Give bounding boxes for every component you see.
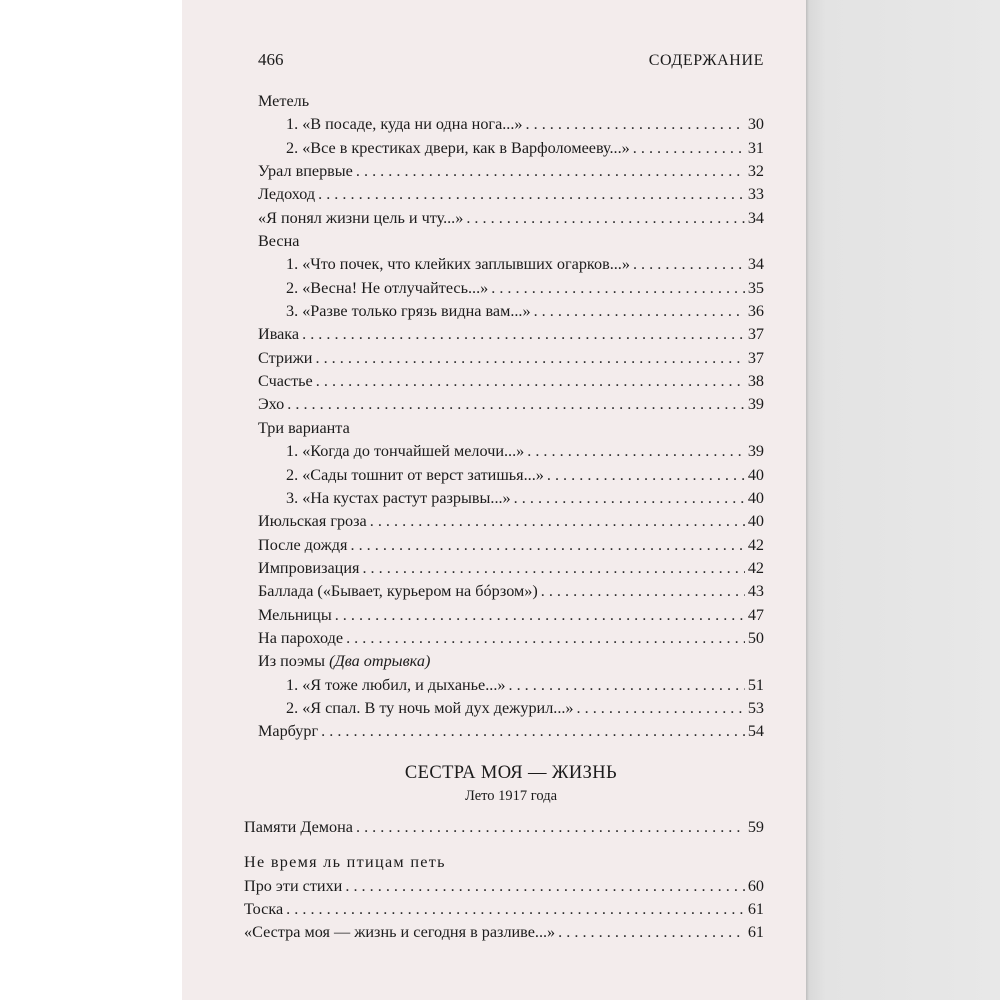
toc-entry-title-text: Мельницы [258, 605, 332, 624]
toc-entry-title [258, 604, 332, 627]
section-subtitle: Лето 1917 года [464, 788, 558, 804]
toc-page-number: 61 [747, 900, 764, 919]
dot-leader [356, 160, 745, 183]
toc-entry-title [258, 230, 764, 253]
toc-entry[interactable] [258, 90, 764, 113]
toc-entry-title-text: Ледоход [258, 185, 316, 204]
running-head: СОДЕРЖАНИЕ [648, 52, 764, 69]
dot-leader [316, 370, 745, 393]
dot-leader [350, 534, 744, 557]
toc-entry-title-text: 3. «На кустах растут разрывы...» [286, 488, 511, 507]
toc-entry-title [244, 921, 555, 944]
toc-entry-title [258, 627, 343, 650]
toc-entry[interactable] [258, 323, 764, 346]
toc-page-number: 61 [747, 923, 764, 942]
dot-leader [346, 627, 745, 650]
toc-entry[interactable] [244, 921, 764, 944]
toc-entry-title-text: Импровизация [258, 558, 360, 577]
dot-leader [558, 921, 745, 944]
dot-leader [541, 580, 745, 603]
toc-subentry[interactable] [258, 487, 764, 510]
dot-leader [315, 347, 744, 370]
dot-leader [370, 510, 745, 533]
toc-entry-title-text: 2. «Сады тошнит от верст затишья...» [286, 465, 544, 484]
toc-entry-title [286, 487, 511, 510]
toc-entry-title-text: Стрижи [258, 348, 313, 367]
toc-entry-title-text: Метель [258, 92, 310, 110]
toc-entry-title-text: Не время ль птицам петь [244, 853, 446, 872]
toc-entry[interactable] [258, 627, 764, 650]
toc-subentry[interactable] [258, 464, 764, 487]
toc-entry-title-text: Про эти стихи [244, 876, 343, 895]
toc-entry-title-text: 1. «В посаде, куда ни одна нога...» [286, 115, 523, 134]
section-title: СЕСТРА МОЯ — ЖИЗНЬ [404, 763, 618, 783]
toc-entry-title-text: 2. «Все в крестиках двери, как в Варфоломееву...» [286, 138, 630, 157]
toc-entry[interactable] [258, 230, 764, 253]
toc-entry-title-text: 1. «Когда до тончайшей мелочи...» [286, 442, 525, 461]
toc-entry-title-text: Эхо [258, 395, 285, 414]
toc-page-number: 31 [747, 138, 764, 157]
toc-entry-title-text: «Сестра моя — жизнь и сегодня в разливе...» [244, 923, 556, 942]
toc-entry-title [258, 580, 538, 603]
toc-entry-title [258, 720, 318, 743]
toc-entry-title-text: 1. «Что почек, что клейких заплывших огарков...» [286, 255, 630, 274]
dot-leader [527, 440, 745, 463]
toc-subentry[interactable] [258, 697, 764, 720]
dot-leader [534, 300, 745, 323]
dot-leader [526, 113, 745, 136]
toc-entry-title [286, 253, 630, 276]
toc-entry-title [244, 898, 283, 921]
toc-entry-title-text: Весна [258, 232, 300, 251]
toc-subentry[interactable] [258, 440, 764, 463]
toc-entry[interactable] [258, 650, 764, 673]
dot-leader [356, 816, 745, 839]
toc-entry-title-text: Ивака [258, 325, 300, 344]
toc-entry-title [286, 697, 574, 720]
toc-entry-title [286, 300, 531, 323]
toc-entry[interactable] [258, 604, 764, 627]
toc-entry-title [258, 534, 347, 557]
toc-entry-title [286, 464, 544, 487]
toc-entry-title [258, 183, 315, 206]
toc-entry-title [286, 674, 505, 697]
toc-entry[interactable] [258, 417, 764, 440]
toc-entry-title [258, 393, 284, 416]
toc-page-number: 30 [747, 115, 764, 134]
dot-leader [287, 393, 745, 416]
toc-subentry[interactable] [258, 137, 764, 160]
toc-entry-title [244, 816, 353, 839]
toc-entry-title [258, 370, 313, 393]
dot-leader [335, 604, 745, 627]
dot-leader [633, 253, 745, 276]
toc-entry-title [258, 323, 299, 346]
dot-leader [633, 137, 745, 160]
toc-entry-title-text: Из поэмы [258, 652, 326, 671]
dot-leader [491, 277, 745, 300]
toc-entry[interactable] [258, 207, 764, 230]
toc-entry[interactable] [244, 898, 764, 921]
toc-page-number: 35 [747, 278, 764, 297]
toc-subentry[interactable] [258, 674, 764, 697]
toc-subentry[interactable] [258, 113, 764, 136]
toc-page-number: 59 [747, 818, 764, 836]
toc-entry[interactable] [244, 875, 764, 898]
toc-entry-title [258, 557, 359, 580]
toc-page-number: 53 [747, 698, 764, 717]
toc-entry-title [258, 417, 764, 440]
toc-subentry[interactable] [258, 253, 764, 276]
toc-page-number: 40 [747, 488, 764, 507]
toc-entry[interactable] [258, 510, 764, 533]
dot-leader [318, 183, 745, 206]
toc-subentry[interactable] [258, 300, 764, 323]
toc-entry-title [244, 851, 764, 874]
toc-entry-title-text: Три варианта [258, 418, 350, 437]
dot-leader [286, 898, 745, 921]
table-of-contents [258, 90, 764, 744]
dot-leader [362, 557, 744, 580]
dot-leader [302, 323, 745, 346]
dot-leader [321, 720, 745, 743]
toc-page-number: 50 [747, 628, 764, 647]
page-number: 466 [258, 50, 284, 69]
toc-entry-title [258, 510, 367, 533]
toc-page-number: 33 [747, 185, 764, 204]
dot-leader [466, 207, 744, 230]
toc-entry[interactable] [258, 720, 764, 743]
toc-page-number: 34 [747, 255, 764, 274]
page-header [258, 50, 764, 74]
toc-entry-note: (Два отрывка) [329, 652, 431, 671]
toc-entry-title [286, 137, 630, 160]
toc-entry[interactable] [244, 851, 764, 874]
toc-entry[interactable] [258, 580, 764, 603]
toc-page-number: 39 [747, 442, 764, 461]
toc-entry-title [286, 113, 523, 136]
toc-entry-title-text: Тоска [244, 900, 284, 919]
toc-page-number: 32 [747, 162, 764, 181]
toc-subentry[interactable] [258, 277, 764, 300]
toc-entry-title-text: На пароходе [258, 628, 344, 647]
table-of-contents-section [244, 816, 764, 945]
toc-entry-title-text: «Я понял жизни цель и чту...» [258, 208, 464, 227]
toc-page-number: 51 [747, 675, 764, 694]
toc-page-number: 36 [747, 302, 764, 321]
page-edge-shadow [806, 0, 1000, 1000]
toc-entry-title-text: Памяти Демона [244, 818, 353, 836]
dot-leader [508, 674, 744, 697]
toc-page-number: 40 [747, 465, 764, 484]
toc-entry[interactable] [258, 370, 764, 393]
toc-entry-title-text: Урал впервые [258, 162, 353, 181]
toc-entry-title-text: 3. «Разве только грязь видна вам...» [286, 302, 531, 321]
toc-page-number: 34 [747, 208, 764, 227]
toc-page-number: 37 [747, 348, 764, 367]
toc-page-number: 37 [747, 325, 764, 344]
toc-entry-title [258, 160, 353, 183]
toc-entry-title-text: Баллада («Бывает, курьером на бóрзом») [258, 582, 538, 601]
toc-entry-title [258, 347, 312, 370]
toc-page-number: 54 [747, 722, 764, 741]
toc-entry-title-text: После дождя [258, 535, 348, 554]
toc-entry[interactable] [258, 393, 764, 416]
toc-spacer [244, 839, 764, 851]
toc-page-number: 47 [747, 605, 764, 624]
dot-leader [514, 487, 745, 510]
toc-entry-title-text: Марбург [258, 722, 319, 741]
toc-page-number: 42 [747, 535, 764, 554]
toc-entry[interactable] [258, 347, 764, 370]
toc-entry[interactable] [258, 557, 764, 580]
toc-entry-title [258, 207, 463, 230]
dot-leader [547, 464, 745, 487]
toc-entry-title-text: 1. «Я тоже любил, и дыханье...» [286, 675, 506, 694]
toc-entry-title-text: Июльская гроза [258, 512, 367, 531]
toc-page-number: 60 [747, 876, 764, 895]
toc-entry-title-text: Счастье [258, 372, 313, 391]
toc-entry-title [286, 277, 488, 300]
toc-entry[interactable] [258, 160, 764, 183]
toc-entry-title-text: 2. «Я спал. В ту ночь мой дух дежурил...» [286, 698, 574, 717]
toc-entry-title [258, 90, 764, 113]
toc-entry-title [286, 440, 524, 463]
toc-entry-title [244, 875, 342, 898]
dot-leader [345, 875, 744, 898]
toc-page-number: 40 [747, 512, 764, 531]
toc-entry-title-text: 2. «Весна! Не отлучайтесь...» [286, 278, 489, 297]
dot-leader [577, 697, 745, 720]
toc-page-number: 38 [747, 372, 764, 391]
toc-page-number: 42 [747, 558, 764, 577]
toc-entry[interactable] [258, 183, 764, 206]
toc-entry[interactable] [258, 534, 764, 557]
toc-page-number: 43 [747, 582, 764, 601]
toc-entry-title [258, 650, 764, 673]
toc-entry[interactable] [244, 816, 764, 839]
toc-page-number: 39 [747, 395, 764, 414]
